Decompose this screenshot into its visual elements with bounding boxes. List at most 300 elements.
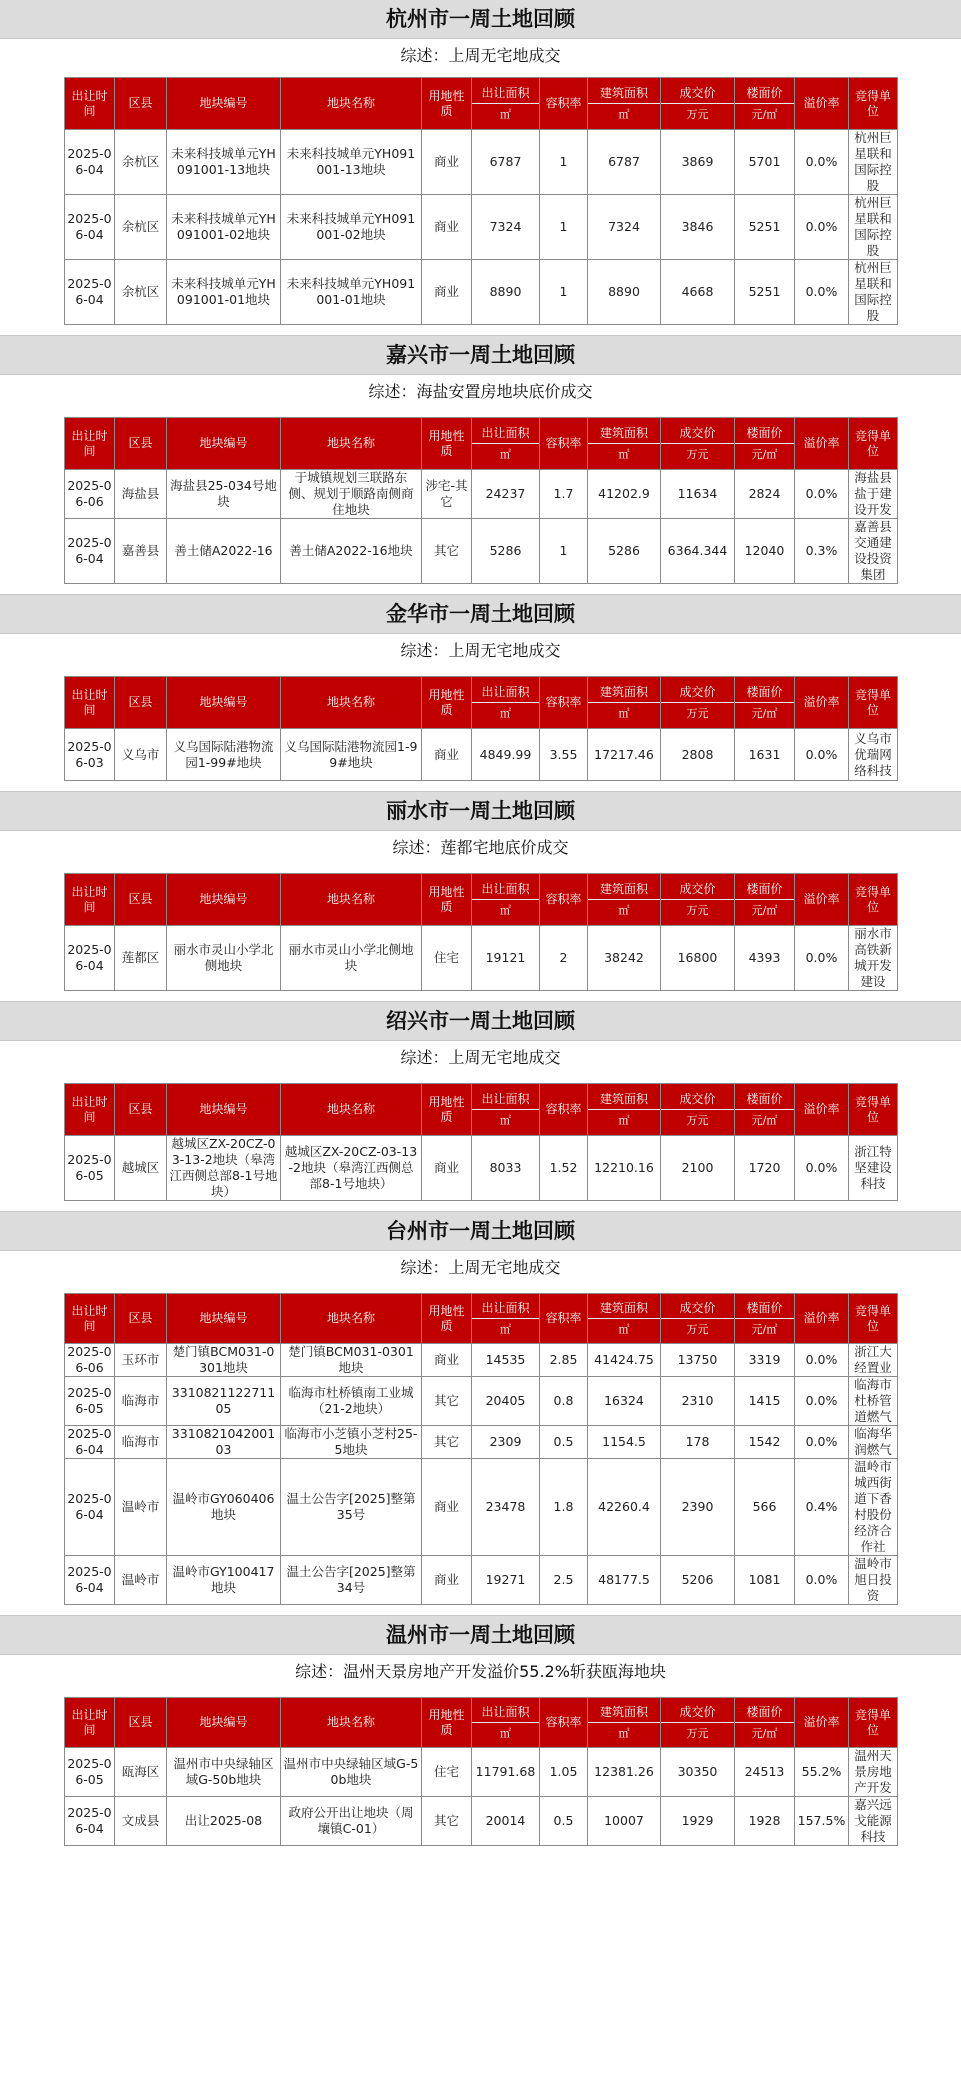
cell-plot-ratio: 0.8 [540, 1377, 588, 1426]
cell-plot-ratio: 1.05 [540, 1748, 588, 1797]
column-header-label: 出让面积 [481, 1300, 530, 1315]
cell-floor-area: 10007 [588, 1797, 661, 1846]
cell-district: 余杭区 [115, 195, 167, 260]
column-header-label: 地块名称 [326, 1715, 375, 1729]
column-header-unit: 万元 [660, 1109, 735, 1128]
table-header [65, 1294, 898, 1344]
cell-winner: 嘉善县交通建设投资集团 [849, 519, 898, 584]
cell-time: 2025-06-04 [65, 926, 115, 991]
cell-floor-area: 7324 [588, 195, 661, 260]
section-title: 嘉兴市一周土地回顾 [0, 335, 961, 375]
cell-parcel-name: 未来科技城单元YH091001-01地块 [281, 260, 422, 325]
cell-premium-rate: 55.2% [795, 1748, 849, 1797]
column-header-label: 溢价率 [803, 1715, 840, 1729]
column-header-label: 出让面积 [481, 1091, 530, 1106]
cell-plot-ratio: 0.5 [540, 1797, 588, 1846]
section-title: 金华市一周土地回顾 [0, 594, 961, 634]
column-header-area [472, 1294, 540, 1344]
cell-land-use: 其它 [422, 1797, 472, 1846]
column-header-unit-price [735, 874, 795, 926]
cell-parcel-name: 越城区ZX-20CZ-03-13-2地块（皋湾江西侧总部8-1号地块） [281, 1136, 422, 1201]
cell-floor-area: 8890 [588, 260, 661, 325]
column-header-label: 竞得单位 [854, 1303, 891, 1333]
cell-time: 2025-06-04 [65, 1459, 115, 1556]
section-title: 台州市一周土地回顾 [0, 1211, 961, 1251]
cell-winner: 浙江特坚建设科技 [849, 1136, 898, 1201]
column-header-floor-area [588, 78, 661, 130]
column-header-unit-price [735, 1698, 795, 1748]
column-header-price [661, 874, 735, 926]
cell-unit-price: 5251 [735, 195, 795, 260]
column-header-usage [422, 1698, 472, 1748]
cell-floor-area: 6787 [588, 130, 661, 195]
cell-price: 3846 [661, 195, 735, 260]
cell-land-use: 商业 [422, 1344, 472, 1377]
column-header-label: 建筑面积 [599, 1091, 648, 1106]
column-header-label: 溢价率 [803, 695, 840, 709]
column-header-premium [795, 1698, 849, 1748]
column-header-unit: ㎡ [587, 1722, 661, 1741]
table-row [65, 470, 898, 519]
table-body [65, 1136, 898, 1201]
cell-district: 临海市 [115, 1377, 167, 1426]
cell-winner: 义乌市优瑞网络科技 [849, 729, 898, 781]
section-summary: 综述：海盐安置房地块底价成交 [368, 382, 593, 401]
column-header-time [65, 1084, 115, 1136]
section-title: 绍兴市一周土地回顾 [0, 1001, 961, 1041]
column-header-time [65, 418, 115, 470]
cell-plot-ratio: 1.52 [540, 1136, 588, 1201]
column-header-label: 成交价 [679, 1300, 716, 1315]
section-title: 杭州市一周土地回顾 [0, 0, 961, 39]
section-summary: 综述：上周无宅地成交 [400, 641, 561, 660]
column-header-unit: 元/㎡ [734, 702, 795, 721]
column-header-label: 出让时间 [71, 687, 108, 717]
cell-land-use: 商业 [422, 195, 472, 260]
column-header-label: 竞得单位 [854, 884, 891, 914]
section-summary: 综述：温州天景房地产开发溢价55.2%斩获瓯海地块 [295, 1662, 666, 1681]
column-header-unit: 元/㎡ [734, 899, 795, 918]
column-header-label: 溢价率 [803, 1102, 840, 1116]
cell-winner: 丽水市高铁新城开发建设 [849, 926, 898, 991]
cell-district: 越城区 [115, 1136, 167, 1201]
cell-land-use: 商业 [422, 1556, 472, 1605]
cell-district: 温岭市 [115, 1459, 167, 1556]
column-header-label: 用地性质 [428, 884, 465, 914]
column-header-unit: 万元 [660, 899, 735, 918]
column-header-winner [849, 1294, 898, 1344]
cell-unit-price: 1928 [735, 1797, 795, 1846]
column-header-label: 用地性质 [428, 428, 465, 458]
header-row [65, 418, 898, 470]
column-header-label: 出让时间 [71, 1707, 108, 1737]
cell-premium-rate: 157.5% [795, 1797, 849, 1846]
column-header-label: 楼面价 [746, 1300, 783, 1315]
cell-parcel-name: 未来科技城单元YH091001-02地块 [281, 195, 422, 260]
column-header-label: 竞得单位 [854, 1094, 891, 1124]
cell-winner: 海盐县盐于建设开发 [849, 470, 898, 519]
cell-premium-rate: 0.0% [795, 1377, 849, 1426]
column-header-label: 出让面积 [481, 684, 530, 699]
cell-district: 嘉善县 [115, 519, 167, 584]
column-header-label: 地块名称 [326, 695, 375, 709]
cell-floor-area: 17217.46 [588, 729, 661, 781]
cell-parcel-code: 未来科技城单元YH091001-01地块 [167, 260, 281, 325]
cell-area: 8033 [472, 1136, 540, 1201]
column-header-label: 地块编号 [199, 1311, 248, 1325]
cell-parcel-code: 越城区ZX-20CZ-03-13-2地块（皋湾江西侧总部8-1号地块） [167, 1136, 281, 1201]
cell-land-use: 商业 [422, 1136, 472, 1201]
column-header-name [281, 1294, 422, 1344]
column-header-label: 建筑面积 [599, 85, 648, 100]
cell-parcel-name: 义乌国际陆港物流园1-99#地块 [281, 729, 422, 781]
cell-floor-area: 38242 [588, 926, 661, 991]
cell-parcel-name: 温土公告字[2025]整第34号 [281, 1556, 422, 1605]
cell-unit-price: 4393 [735, 926, 795, 991]
column-header-unit: ㎡ [471, 1109, 540, 1128]
column-header-label: 地块名称 [326, 892, 375, 906]
column-header-label: 地块名称 [326, 1311, 375, 1325]
cell-unit-price: 1415 [735, 1377, 795, 1426]
land-table [64, 417, 898, 584]
land-table [64, 676, 898, 781]
cell-floor-area: 1154.5 [588, 1426, 661, 1459]
cell-winner: 温岭市城西街道下香村股份经济合作社 [849, 1459, 898, 1556]
cell-area: 4849.99 [472, 729, 540, 781]
column-header-label: 溢价率 [803, 96, 840, 110]
table-row [65, 926, 898, 991]
column-header-time [65, 677, 115, 729]
column-header-code [167, 1698, 281, 1748]
cell-price: 5206 [661, 1556, 735, 1605]
cell-winner: 浙江大经置业 [849, 1344, 898, 1377]
cell-parcel-name: 于城镇规划三联路东侧、规划于顺路南侧商住地块 [281, 470, 422, 519]
cell-price: 30350 [661, 1748, 735, 1797]
cell-unit-price: 2824 [735, 470, 795, 519]
column-header-unit: ㎡ [471, 899, 540, 918]
cell-area: 20014 [472, 1797, 540, 1846]
cell-time: 2025-06-04 [65, 1556, 115, 1605]
cell-winner: 温岭市旭日投资 [849, 1556, 898, 1605]
cell-floor-area: 41202.9 [588, 470, 661, 519]
table-header [65, 677, 898, 729]
column-header-label: 出让时间 [71, 884, 108, 914]
column-header-price [661, 418, 735, 470]
section-title: 丽水市一周土地回顾 [0, 791, 961, 831]
column-header-label: 容积率 [545, 1311, 582, 1325]
column-header-winner [849, 874, 898, 926]
cell-price: 178 [661, 1426, 735, 1459]
cell-time: 2025-06-04 [65, 195, 115, 260]
column-header-label: 地块编号 [199, 1715, 248, 1729]
cell-price: 1929 [661, 1797, 735, 1846]
column-header-label: 溢价率 [803, 436, 840, 450]
column-header-label: 建筑面积 [599, 881, 648, 896]
column-header-far [540, 1084, 588, 1136]
column-header-label: 竞得单位 [854, 687, 891, 717]
cell-area: 19271 [472, 1556, 540, 1605]
column-header-label: 成交价 [679, 684, 716, 699]
column-header-unit: ㎡ [587, 899, 661, 918]
column-header-usage [422, 418, 472, 470]
column-header-label: 建筑面积 [599, 1704, 648, 1719]
column-header-label: 竞得单位 [854, 428, 891, 458]
cell-time: 2025-06-04 [65, 260, 115, 325]
column-header-label: 溢价率 [803, 1311, 840, 1325]
column-header-usage [422, 874, 472, 926]
column-header-unit: 万元 [660, 1318, 735, 1337]
cell-time: 2025-06-04 [65, 130, 115, 195]
cell-parcel-code: 善土储A2022-16 [167, 519, 281, 584]
cell-parcel-code: 楚门镇BCM031-0301地块 [167, 1344, 281, 1377]
table-body [65, 926, 898, 991]
cell-premium-rate: 0.4% [795, 1459, 849, 1556]
cell-plot-ratio: 3.55 [540, 729, 588, 781]
cell-land-use: 其它 [422, 1377, 472, 1426]
cell-unit-price: 1720 [735, 1136, 795, 1201]
header-row [65, 1084, 898, 1136]
land-table [64, 77, 898, 325]
section-summary: 综述：上周无宅地成交 [400, 46, 561, 65]
column-header-label: 竞得单位 [854, 88, 891, 118]
section-summary: 综述：莲都宅地底价成交 [392, 838, 569, 857]
column-header-unit: 元/㎡ [734, 443, 795, 462]
cell-premium-rate: 0.0% [795, 130, 849, 195]
table-header [65, 1084, 898, 1136]
cell-plot-ratio: 1 [540, 195, 588, 260]
column-header-label: 地块编号 [199, 1102, 248, 1116]
cell-plot-ratio: 2.85 [540, 1344, 588, 1377]
column-header-area [472, 78, 540, 130]
column-header-winner [849, 1698, 898, 1748]
cell-area: 23478 [472, 1459, 540, 1556]
cell-land-use: 其它 [422, 1426, 472, 1459]
column-header-district [115, 1084, 167, 1136]
cell-unit-price: 3319 [735, 1344, 795, 1377]
cell-plot-ratio: 2 [540, 926, 588, 991]
column-header-premium [795, 78, 849, 130]
column-header-name [281, 1084, 422, 1136]
column-header-label: 出让面积 [481, 1704, 530, 1719]
column-header-district [115, 1698, 167, 1748]
column-header-unit: ㎡ [587, 103, 661, 122]
column-header-name [281, 677, 422, 729]
table-row [65, 729, 898, 781]
column-header-unit: ㎡ [471, 103, 540, 122]
cell-floor-area: 12381.26 [588, 1748, 661, 1797]
column-header-area [472, 418, 540, 470]
column-header-unit: ㎡ [471, 1722, 540, 1741]
cell-plot-ratio: 1.8 [540, 1459, 588, 1556]
cell-area: 5286 [472, 519, 540, 584]
cell-price: 2100 [661, 1136, 735, 1201]
table-header [65, 418, 898, 470]
cell-price: 4668 [661, 260, 735, 325]
table-row [65, 195, 898, 260]
column-header-label: 楼面价 [746, 1091, 783, 1106]
column-header-district [115, 874, 167, 926]
column-header-label: 容积率 [545, 1102, 582, 1116]
cell-parcel-code: 未来科技城单元YH091001-13地块 [167, 130, 281, 195]
column-header-premium [795, 874, 849, 926]
column-header-unit: 万元 [660, 702, 735, 721]
column-header-floor-area [588, 418, 661, 470]
column-header-name [281, 418, 422, 470]
column-header-label: 楼面价 [746, 881, 783, 896]
cell-unit-price: 1631 [735, 729, 795, 781]
column-header-winner [849, 78, 898, 130]
column-header-unit: ㎡ [471, 702, 540, 721]
column-header-label: 地块编号 [199, 436, 248, 450]
cell-time: 2025-06-06 [65, 1344, 115, 1377]
column-header-label: 出让时间 [71, 428, 108, 458]
column-header-winner [849, 418, 898, 470]
column-header-unit: 元/㎡ [734, 1318, 795, 1337]
cell-area: 7324 [472, 195, 540, 260]
cell-unit-price: 1081 [735, 1556, 795, 1605]
cell-unit-price: 5701 [735, 130, 795, 195]
cell-area: 2309 [472, 1426, 540, 1459]
cell-district: 文成县 [115, 1797, 167, 1846]
cell-unit-price: 5251 [735, 260, 795, 325]
column-header-label: 成交价 [679, 1704, 716, 1719]
column-header-time [65, 1698, 115, 1748]
table-row [65, 519, 898, 584]
column-header-price [661, 1294, 735, 1344]
column-header-label: 区县 [128, 1311, 153, 1325]
column-header-label: 区县 [128, 695, 153, 709]
column-header-far [540, 1698, 588, 1748]
cell-price: 2310 [661, 1377, 735, 1426]
cell-winner: 临海市杜桥管道燃气 [849, 1377, 898, 1426]
land-table [64, 1083, 898, 1201]
column-header-label: 容积率 [545, 1715, 582, 1729]
cell-parcel-name: 丽水市灵山小学北侧地块 [281, 926, 422, 991]
cell-price: 3869 [661, 130, 735, 195]
cell-district: 温岭市 [115, 1556, 167, 1605]
table-header [65, 78, 898, 130]
table-body [65, 1344, 898, 1605]
cell-time: 2025-06-05 [65, 1377, 115, 1426]
cell-price: 6364.344 [661, 519, 735, 584]
column-header-name [281, 1698, 422, 1748]
cell-time: 2025-06-03 [65, 729, 115, 781]
column-header-label: 成交价 [679, 85, 716, 100]
column-header-label: 容积率 [545, 96, 582, 110]
column-header-label: 区县 [128, 96, 153, 110]
cell-price: 2390 [661, 1459, 735, 1556]
table-body [65, 130, 898, 325]
land-table [64, 1293, 898, 1605]
header-row [65, 1698, 898, 1748]
column-header-label: 建筑面积 [599, 684, 648, 699]
table-header [65, 1698, 898, 1748]
cell-land-use: 商业 [422, 729, 472, 781]
column-header-label: 区县 [128, 1715, 153, 1729]
cell-parcel-code: 温州市中央绿轴区域G-50b地块 [167, 1748, 281, 1797]
cell-winner: 杭州巨星联和国际控股 [849, 130, 898, 195]
header-row [65, 874, 898, 926]
cell-premium-rate: 0.0% [795, 1556, 849, 1605]
table-row [65, 1459, 898, 1556]
column-header-premium [795, 418, 849, 470]
cell-land-use: 商业 [422, 1459, 472, 1556]
column-header-label: 容积率 [545, 892, 582, 906]
cell-plot-ratio: 0.5 [540, 1426, 588, 1459]
cell-district: 瓯海区 [115, 1748, 167, 1797]
cell-district: 海盐县 [115, 470, 167, 519]
column-header-winner [849, 677, 898, 729]
column-header-premium [795, 677, 849, 729]
cell-premium-rate: 0.0% [795, 729, 849, 781]
column-header-label: 用地性质 [428, 1303, 465, 1333]
cell-land-use: 住宅 [422, 926, 472, 991]
column-header-label: 区县 [128, 1102, 153, 1116]
column-header-district [115, 418, 167, 470]
cell-parcel-code: 出让2025-08 [167, 1797, 281, 1846]
column-header-code [167, 78, 281, 130]
cell-parcel-code: 丽水市灵山小学北侧地块 [167, 926, 281, 991]
column-header-unit-price [735, 78, 795, 130]
cell-premium-rate: 0.0% [795, 926, 849, 991]
cell-land-use: 商业 [422, 260, 472, 325]
cell-price: 11634 [661, 470, 735, 519]
column-header-label: 楼面价 [746, 1704, 783, 1719]
table-row [65, 260, 898, 325]
column-header-code [167, 1084, 281, 1136]
table-row [65, 1426, 898, 1459]
column-header-price [661, 677, 735, 729]
column-header-unit-price [735, 1294, 795, 1344]
cell-floor-area: 16324 [588, 1377, 661, 1426]
cell-area: 6787 [472, 130, 540, 195]
cell-premium-rate: 0.0% [795, 260, 849, 325]
column-header-label: 区县 [128, 436, 153, 450]
table-header [65, 874, 898, 926]
cell-premium-rate: 0.3% [795, 519, 849, 584]
column-header-area [472, 874, 540, 926]
column-header-label: 地块编号 [199, 96, 248, 110]
cell-area: 24237 [472, 470, 540, 519]
column-header-floor-area [588, 1294, 661, 1344]
cell-floor-area: 41424.75 [588, 1344, 661, 1377]
cell-price: 2808 [661, 729, 735, 781]
cell-plot-ratio: 2.5 [540, 1556, 588, 1605]
land-table [64, 873, 898, 991]
cell-district: 临海市 [115, 1426, 167, 1459]
cell-district: 莲都区 [115, 926, 167, 991]
cell-plot-ratio: 1 [540, 260, 588, 325]
column-header-unit: ㎡ [471, 443, 540, 462]
column-header-usage [422, 1294, 472, 1344]
cell-time: 2025-06-04 [65, 519, 115, 584]
cell-district: 余杭区 [115, 130, 167, 195]
column-header-name [281, 874, 422, 926]
land-table [64, 1697, 898, 1846]
column-header-unit: ㎡ [471, 1318, 540, 1337]
column-header-label: 地块编号 [199, 892, 248, 906]
cell-unit-price: 1542 [735, 1426, 795, 1459]
cell-floor-area: 5286 [588, 519, 661, 584]
cell-area: 11791.68 [472, 1748, 540, 1797]
column-header-price [661, 1698, 735, 1748]
cell-parcel-code: 331082112271105 [167, 1377, 281, 1426]
column-header-unit: ㎡ [587, 1318, 661, 1337]
column-header-label: 楼面价 [746, 684, 783, 699]
column-header-floor-area [588, 1698, 661, 1748]
header-row [65, 78, 898, 130]
column-header-label: 成交价 [679, 881, 716, 896]
